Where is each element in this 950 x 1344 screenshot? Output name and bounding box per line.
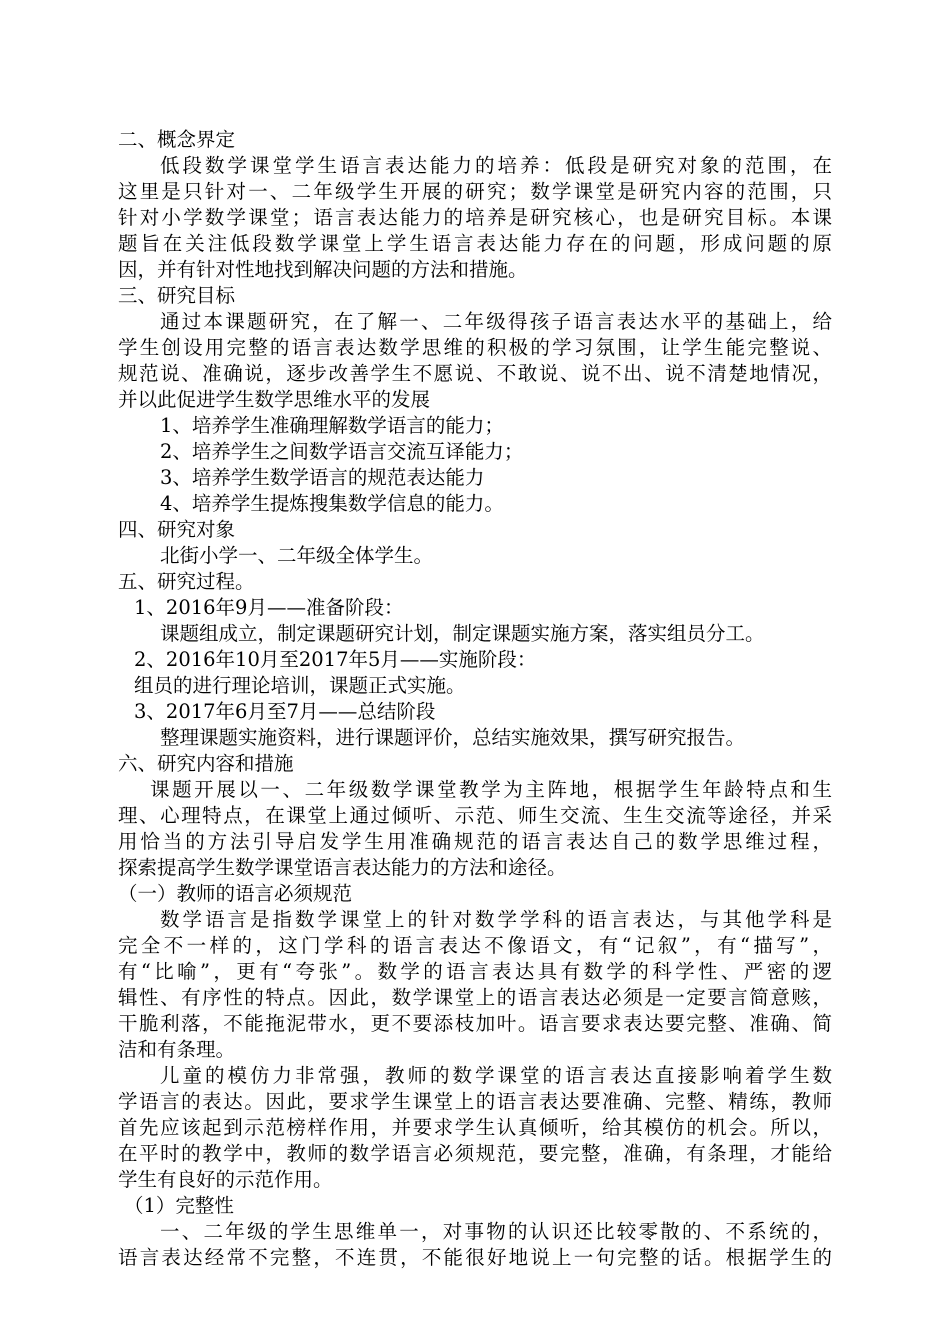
heading-research-content: 六、研究内容和措施: [118, 752, 294, 775]
process-stage: 3、2017年6月至7月——总结阶段: [134, 700, 436, 723]
goal-item: 3、培养学生数学语言的规范表达能力: [160, 466, 485, 489]
goal-item: 4、培养学生提炼搜集数学信息的能力。: [160, 492, 504, 515]
paragraph-line: 学生创设用完整的语言表达数学思维的积极的学习氛围，让学生能完整说、: [118, 336, 832, 359]
paragraph-line: 并以此促进学生数学思维水平的发展: [118, 388, 431, 411]
paragraph-line: 规范说、准确说，逐步改善学生不愿说、不敢说、说不出、说不清楚地情况，: [118, 362, 832, 385]
heading-research-process: 五、研究过程。: [118, 570, 255, 593]
paragraph-line: 因，并有针对性地找到解决问题的方法和措施。: [118, 258, 528, 281]
heading-research-goals: 三、研究目标: [118, 284, 236, 307]
paragraph-line: 干脆利落，不能拖泥带水，更不要添枝加叶。语言要求表达要完整、准确、简: [118, 1012, 832, 1035]
paragraph-line: 完全不一样的，这门学科的语言表达不像语文，有“记叙”，有“描写”，: [118, 934, 832, 957]
paragraph-line: 数学语言是指数学课堂上的针对数学学科的语言表达，与其他学科是: [160, 908, 832, 931]
paragraph-line: 一、二年级的学生思维单一，对事物的认识还比较零散的、不系统的，: [160, 1220, 832, 1243]
paragraph-line: 课题开展以一、二年级数学课堂教学为主阵地，根据学生年龄特点和生: [150, 778, 832, 801]
paragraph-line: 学语言的表达。因此，要求学生课堂上的语言表达要准确、完整、精练，教师: [118, 1090, 832, 1113]
paragraph-line: 在平时的教学中，教师的数学语言必须规范，要完整，准确，有条理，才能给: [118, 1142, 832, 1165]
goal-item: 2、培养学生之间数学语言交流互译能力；: [160, 440, 524, 463]
paragraph-line: 针对小学数学课堂；语言表达能力的培养是研究核心，也是研究目标。本课: [118, 206, 832, 229]
paragraph-line: 首先应该起到示范榜样作用，并要求学生认真倾听，给其模仿的机会。所以，: [118, 1116, 832, 1139]
paragraph-line: 课题组成立，制定课题研究计划，制定课题实施方案，落实组员分工。: [160, 622, 765, 645]
paragraph-line: 理、心理特点，在课堂上通过倾听、示范、师生交流、生生交流等途径，并采: [118, 804, 832, 827]
paragraph-line: 低段数学课堂学生语言表达能力的培养：低段是研究对象的范围，在: [160, 154, 832, 177]
paragraph-line: 题旨在关注低段数学课堂上学生语言表达能力存在的问题，形成问题的原: [118, 232, 832, 255]
paragraph-line: 用恰当的方法引导启发学生用准确规范的语言表达自己的数学思维过程，: [118, 830, 832, 853]
paragraph-line: 辑性、有序性的特点。因此，数学课堂上的语言表达必须是一定要言简意赅，: [118, 986, 832, 1009]
paragraph-line: 这里是只针对一、二年级学生开展的研究；数学课堂是研究内容的范围，只: [118, 180, 832, 203]
paragraph-line: 北街小学一、二年级全体学生。: [160, 544, 434, 567]
paragraph-line: 通过本课题研究，在了解一、二年级得孩子语言表达水平的基础上，给: [160, 310, 832, 333]
paragraph-line: 洁和有条理。: [118, 1038, 236, 1061]
heading-concept-definition: 二、概念界定: [118, 128, 236, 151]
paragraph-line: 组员的进行理论培训，课题正式实施。: [134, 674, 466, 697]
paragraph-line: 学生有良好的示范作用。: [118, 1168, 333, 1191]
subheading-completeness: （1）完整性: [124, 1194, 234, 1217]
goal-item: 1、培养学生准确理解数学语言的能力；: [160, 414, 504, 437]
subheading-teacher-language: （一）教师的语言必须规范: [118, 882, 353, 905]
paragraph-line: 语言表达经常不完整，不连贯，不能很好地说上一句完整的话。根据学生的: [118, 1246, 832, 1269]
paragraph-line: 整理课题实施资料，进行课题评价，总结实施效果，撰写研究报告。: [160, 726, 746, 749]
paragraph-line: 探索提高学生数学课堂语言表达能力的方法和途径。: [118, 856, 567, 879]
process-stage: 2、2016年10月至2017年5月——实施阶段：: [134, 648, 537, 671]
paragraph-line: 有“比喻”，更有“夸张”。数学的语言表达具有数学的科学性、严密的逻: [118, 960, 832, 983]
process-stage: 1、2016年9月——准备阶段：: [134, 596, 404, 619]
heading-research-subjects: 四、研究对象: [118, 518, 236, 541]
paragraph-line: 儿童的模仿力非常强，教师的数学课堂的语言表达直接影响着学生数: [160, 1064, 832, 1087]
